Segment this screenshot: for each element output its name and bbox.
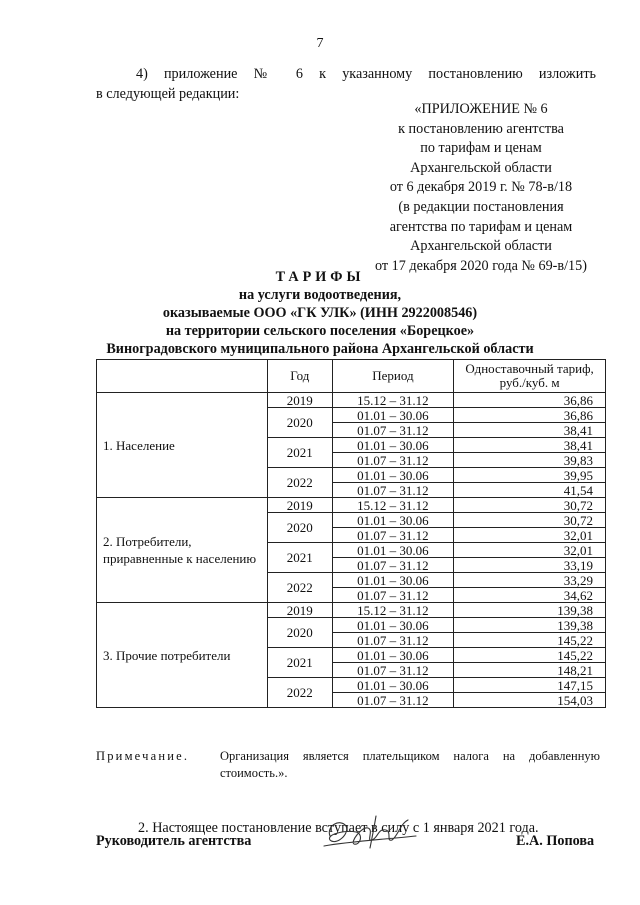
- tariff-value-cell: 30,72: [454, 498, 606, 513]
- tariff-heading: ТАРИФЫ: [275, 269, 365, 285]
- header-category: [97, 360, 268, 393]
- year-cell: 2020: [267, 408, 332, 438]
- category-cell: 2. Потребители, приравненные к населению: [97, 498, 268, 603]
- period-cell: 01.01 – 30.06: [332, 468, 454, 483]
- period-cell: 01.07 – 31.12: [332, 483, 454, 498]
- year-cell: 2019: [267, 393, 332, 408]
- signatory-name: Е.А. Попова: [516, 833, 595, 849]
- period-cell: 01.01 – 30.06: [332, 573, 454, 588]
- header-year: Год: [267, 360, 332, 393]
- category-cell: 3. Прочие потребители: [97, 603, 268, 708]
- tariff-value-cell: 145,22: [454, 648, 606, 663]
- tariff-value-cell: 34,62: [454, 588, 606, 603]
- appendix-line: (в редакции постановления: [398, 198, 564, 215]
- appendix-line: агентства по тарифам и ценам: [389, 218, 573, 235]
- year-cell: 2019: [267, 603, 332, 618]
- tariff-value-cell: 147,15: [454, 678, 606, 693]
- period-cell: 01.01 – 30.06: [332, 678, 454, 693]
- tariff-value-cell: 154,03: [454, 693, 606, 708]
- period-cell: 01.07 – 31.12: [332, 693, 454, 708]
- tariff-subtitle-line: на территории сельского поселения «Борецкое»: [165, 323, 475, 339]
- period-cell: 01.01 – 30.06: [332, 543, 454, 558]
- appendix-line: от 6 декабря 2019 г. № 78-в/18: [389, 179, 573, 196]
- page-number: 7: [316, 36, 324, 51]
- table-header-row: [97, 360, 606, 393]
- period-cell: 15.12 – 31.12: [332, 393, 454, 408]
- period-cell: 01.07 – 31.12: [332, 633, 454, 648]
- tariff-value-cell: 148,21: [454, 663, 606, 678]
- tariff-table: [96, 359, 606, 708]
- year-cell: 2021: [267, 438, 332, 468]
- period-cell: 01.07 – 31.12: [332, 528, 454, 543]
- note: [96, 748, 600, 782]
- period-cell: 01.07 – 31.12: [332, 558, 454, 573]
- table-row: [97, 498, 606, 513]
- period-cell: 01.01 – 30.06: [332, 513, 454, 528]
- effective-date-paragraph: 2. Настоящее постановление вступает в силу с 1 января 2021 года.: [138, 820, 539, 836]
- tariff-value-cell: 39,83: [454, 453, 606, 468]
- period-cell: 01.07 – 31.12: [332, 588, 454, 603]
- tariff-value-cell: 145,22: [454, 633, 606, 648]
- tariff-value-cell: 36,86: [454, 408, 606, 423]
- tariff-subtitle-line: на услуги водоотведения,: [238, 287, 402, 303]
- amendment-line-1: 4) приложение № 6 к указанному постановлению изложить: [136, 66, 596, 82]
- header-period: Период: [332, 360, 454, 393]
- tariff-value-cell: 32,01: [454, 543, 606, 558]
- amendment-line-2: в следующей редакции:: [96, 86, 240, 102]
- year-cell: 2021: [267, 648, 332, 678]
- tariff-value-cell: 32,01: [454, 528, 606, 543]
- period-cell: 01.01 – 30.06: [332, 648, 454, 663]
- tariff-value-cell: 33,19: [454, 558, 606, 573]
- note-text: Организация является плательщиком налога на добавленную стоимость.».: [220, 749, 600, 780]
- year-cell: 2022: [267, 678, 332, 708]
- note-label: Примечание.: [96, 749, 190, 763]
- tariff-value-cell: 41,54: [454, 483, 606, 498]
- signature: [316, 806, 426, 854]
- appendix-line: Архангельской области: [410, 159, 552, 176]
- tariff-value-cell: 38,41: [454, 423, 606, 438]
- table-row: [97, 603, 606, 618]
- period-cell: 01.07 – 31.12: [332, 663, 454, 678]
- tariff-subtitle-line: оказываемые ООО «ГК УЛК» (ИНН 2922008546): [162, 305, 478, 321]
- appendix-line: «ПРИЛОЖЕНИЕ № 6: [414, 101, 548, 117]
- year-cell: 2020: [267, 513, 332, 543]
- period-cell: 01.01 – 30.06: [332, 408, 454, 423]
- amendment-paragraph: [96, 64, 596, 104]
- tariff-value-cell: 39,95: [454, 468, 606, 483]
- appendix-header: [366, 100, 596, 276]
- period-cell: 01.01 – 30.06: [332, 438, 454, 453]
- appendix-line: от 17 декабря 2020 года № 69-в/15): [375, 257, 587, 274]
- header-tariff: Одноставочный тариф, руб./куб. м: [454, 360, 606, 393]
- table-row: [97, 393, 606, 408]
- period-cell: 01.07 – 31.12: [332, 423, 454, 438]
- tariff-value-cell: 38,41: [454, 438, 606, 453]
- signatory-title: Руководитель агентства: [96, 833, 252, 849]
- category-cell: 1. Население: [97, 393, 268, 498]
- tariff-table-body: [97, 393, 606, 708]
- period-cell: 15.12 – 31.12: [332, 498, 454, 513]
- period-cell: 01.07 – 31.12: [332, 453, 454, 468]
- tariff-value-cell: 33,29: [454, 573, 606, 588]
- tariff-title: [0, 268, 640, 358]
- tariff-value-cell: 139,38: [454, 603, 606, 618]
- tariff-value-cell: 36,86: [454, 393, 606, 408]
- appendix-line: Архангельской области: [410, 238, 552, 255]
- tariff-subtitle-line: Виноградовского муниципального района Архангельской области: [106, 341, 534, 357]
- period-cell: 01.01 – 30.06: [332, 618, 454, 633]
- tariff-value-cell: 30,72: [454, 513, 606, 528]
- year-cell: 2022: [267, 573, 332, 603]
- appendix-line: к постановлению агентства: [398, 120, 564, 137]
- year-cell: 2019: [267, 498, 332, 513]
- year-cell: 2022: [267, 468, 332, 498]
- appendix-line: по тарифам и ценам: [420, 140, 542, 157]
- year-cell: 2020: [267, 618, 332, 648]
- year-cell: 2021: [267, 543, 332, 573]
- period-cell: 15.12 – 31.12: [332, 603, 454, 618]
- tariff-value-cell: 139,38: [454, 618, 606, 633]
